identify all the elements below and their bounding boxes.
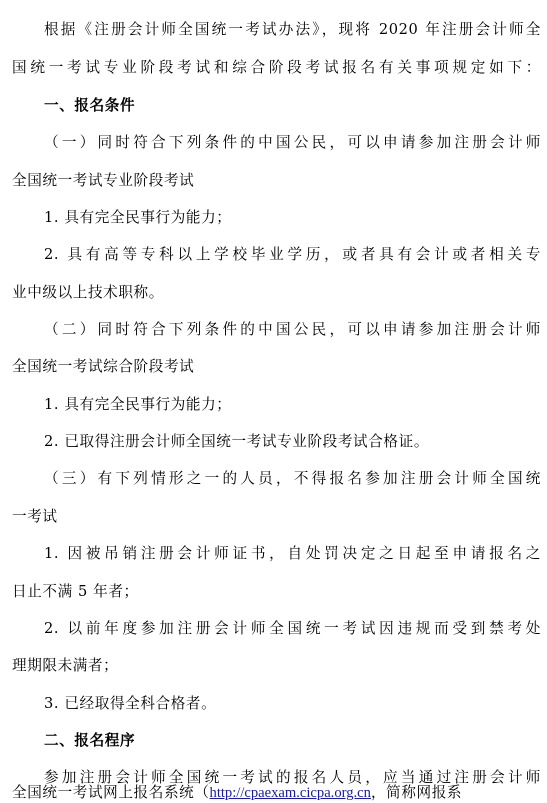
paragraph-line: 根据《注册会计师全国统一考试办法》，现将 2020 年注册会计师全	[44, 21, 541, 38]
paragraph-line: 日止不满 5 年者；	[12, 583, 139, 600]
last-line-prefix: 全国统一考试网上报名系统（	[12, 784, 210, 801]
registration-link[interactable]: http://cpaexam.cicpa.org.cn	[209, 785, 371, 801]
list-item: 1. 因被吊销注册会计师证书，自处罚决定之日起至申请报名之	[44, 545, 541, 562]
paragraph-line: 理期限未满者；	[12, 657, 119, 674]
paragraph-line: （三）有下列情形之一的人员，不得报名参加注册会计师全国统	[44, 470, 541, 487]
paragraph-line: 全国统一考试综合阶段考试	[12, 358, 195, 375]
list-item: 1. 具有完全民事行为能力；	[44, 396, 232, 413]
section-heading: 一、报名条件	[44, 97, 136, 114]
list-item: 2. 以前年度参加注册会计师全国统一考试因违规而受到禁考处	[44, 620, 541, 637]
paragraph-line: 全国统一考试专业阶段考试	[12, 172, 195, 189]
paragraph-line: 业中级以上技术职称。	[12, 284, 164, 301]
list-item: 2. 具有高等专科以上学校毕业学历，或者具有会计或者相关专	[44, 246, 541, 263]
paragraph-line-last	[12, 783, 541, 803]
list-item: 3. 已经取得全科合格者。	[44, 695, 217, 712]
paragraph-line: 国统一考试专业阶段考试和综合阶段考试报名有关事项规定如下：	[12, 59, 541, 76]
paragraph-line: （二）同时符合下列条件的中国公民，可以申请参加注册会计师	[44, 321, 541, 338]
list-item: 2. 已取得注册会计师全国统一考试专业阶段考试合格证。	[44, 433, 430, 450]
last-line-suffix: ，简称网报系	[370, 784, 463, 801]
section-heading: 二、报名程序	[44, 732, 136, 749]
paragraph-line: （一）同时符合下列条件的中国公民，可以申请参加注册会计师	[44, 134, 541, 151]
list-item: 1. 具有完全民事行为能力；	[44, 209, 232, 226]
paragraph-line: 参加注册会计师全国统一考试的报名人员，应当通过注册会计师	[44, 769, 541, 786]
paragraph-line: 一考试	[12, 508, 58, 525]
